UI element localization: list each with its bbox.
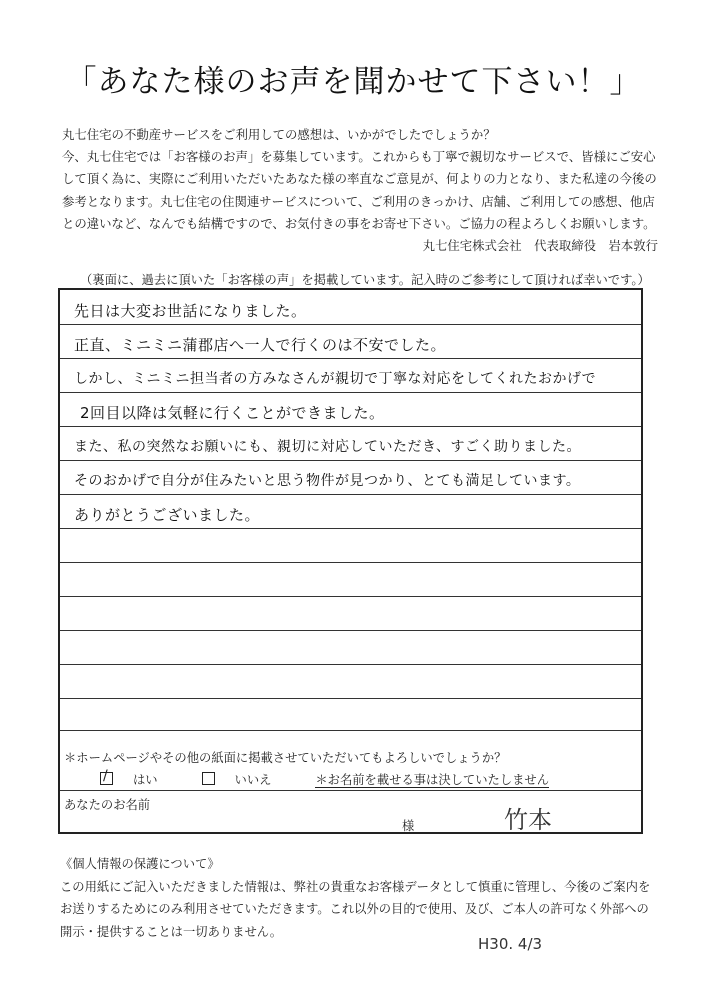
permission-choices — [100, 770, 569, 788]
permission-question: ＊ホームページやその他の紙面に掲載させていただいてもよろしいでしょうか？ — [64, 751, 507, 765]
handwritten-line: また、私の突然なお願いにも、親切に対応していただき、すごく助りました。 — [74, 439, 581, 455]
handwritten-date: H30. 4/3 — [478, 935, 543, 953]
intro-line: して頂く為に、実際にご利用いただいたあなた様の率直なご意見が、何よりの力となり、また私達の今後の — [62, 171, 657, 187]
ruled-line — [60, 630, 641, 631]
ruled-line — [60, 664, 641, 665]
privacy-notice — [60, 853, 680, 943]
ruled-line — [60, 426, 641, 427]
handwritten-line: 2回目以降は気軽に行くことができました。 — [80, 404, 385, 422]
handwritten-line: ありがとうございました。 — [74, 506, 261, 524]
no-label: いいえ — [234, 773, 272, 787]
intro-line: 参考となります。丸七住宅の住関連サービスについて、ご利用のきっかけ、店舗、ご利用しての感想、他店 — [62, 193, 655, 209]
privacy-line: 開示・提供することは一切ありません。 — [60, 924, 283, 939]
handwritten-line: しかし、ミニミニ担当者の方みなさんが親切で丁寧な対応をしてくれたおかげで — [74, 371, 596, 387]
handwritten-line: 先日は大変お世話になりました。 — [74, 302, 307, 320]
feedback-form — [58, 288, 643, 834]
intro-line: 今、丸七住宅では「お客様のお声」を募集しています。これからも丁寧で親切なサービスで、皆様にご安心 — [62, 149, 656, 165]
ruled-line — [60, 494, 641, 495]
ruled-line — [60, 730, 641, 731]
yes-label: はい — [133, 773, 158, 787]
checked-box-icon[interactable] — [100, 772, 113, 785]
ruled-line — [60, 596, 641, 597]
handwritten-line: 正直、ミニミニ蒲郡店へ一人で行くのは不安でした。 — [74, 336, 447, 354]
reference-note: （裏面に、過去に頂いた「お客様の声」を掲載しています。記入時のご参考にして頂ければ幸いです。） — [80, 273, 650, 287]
ruled-line — [60, 392, 641, 393]
ruled-line — [60, 324, 641, 325]
name-privacy-note: ＊お名前を載せる事は決していたしません — [315, 773, 550, 787]
honorific-label: 様 — [402, 819, 415, 833]
intro-line: との違いなど、なんでも結構ですので、お気付きの事をお寄せ下さい。ご協力の程よろしくお願いします。 — [62, 215, 656, 231]
privacy-line: お送りするためにのみ利用させていただきます。これ以外の目的で使用、及び、ご本人の許可なく外部への — [60, 902, 649, 916]
privacy-heading: 《個人情報の保護について》 — [60, 857, 220, 871]
name-label: あなたのお名前 — [64, 798, 151, 812]
intro-line: 丸七住宅の不動産サービスをご利用しての感想は、いかがでしたでしょうか？ — [62, 127, 496, 142]
ruled-line — [60, 562, 641, 563]
ruled-lines — [60, 290, 641, 745]
ruled-line — [60, 358, 641, 359]
page-title: 「あなた様のお声を聞かせて下さい！」 — [65, 64, 642, 100]
no-option[interactable] — [202, 773, 292, 787]
handwritten-line: そのおかげで自分が住みたいと思う物件が見つかり、とても満足しています。 — [74, 473, 581, 489]
ruled-line — [60, 698, 641, 699]
intro-text — [62, 124, 662, 257]
ruled-line — [60, 460, 641, 461]
section-divider — [60, 790, 641, 791]
privacy-line: この用紙にご記入いただきました情報は、弊社の貴重なお客様データとして慎重に管理し、今後のご案内を — [60, 879, 651, 894]
ruled-line — [60, 528, 641, 529]
company-signature: 丸七住宅株式会社 代表取締役 岩本敦行 — [422, 238, 658, 254]
yes-option[interactable] — [100, 773, 178, 787]
customer-signature: 竹本 — [504, 806, 552, 834]
checkbox-icon[interactable] — [202, 772, 215, 785]
